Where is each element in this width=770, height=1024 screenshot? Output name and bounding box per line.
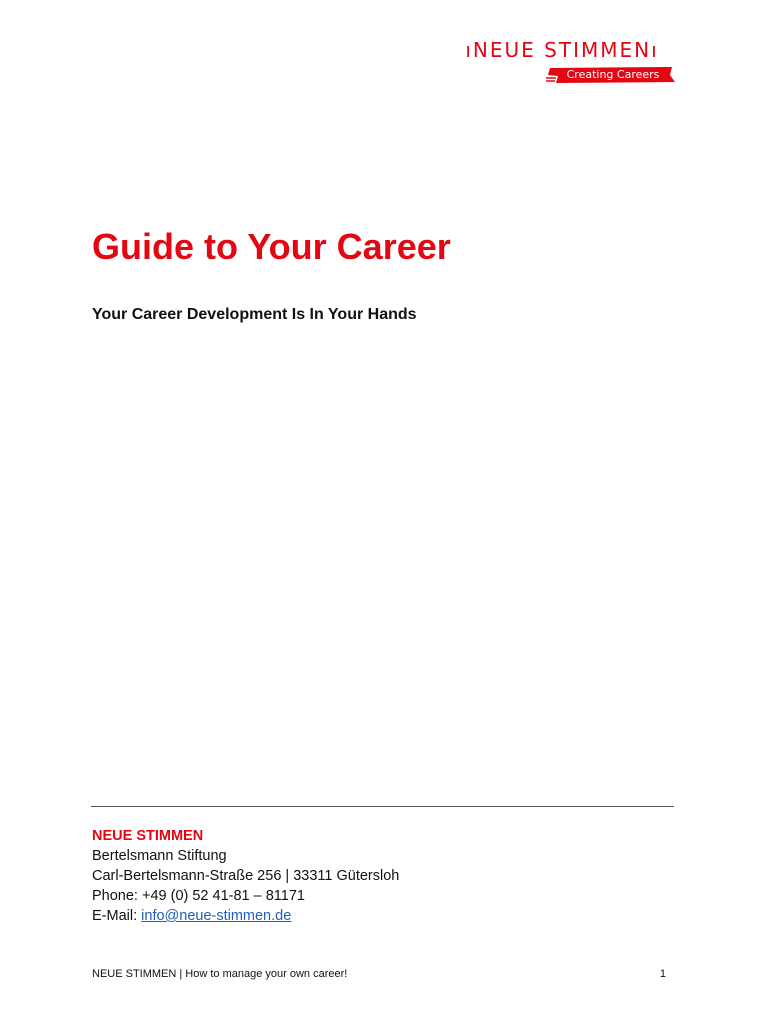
contact-divider: [91, 806, 674, 807]
contact-address: Carl-Bertelsmann-Straße 256 | 33311 Gütersloh: [92, 868, 400, 884]
logo-bracket-left: ı: [465, 38, 473, 62]
logo-name: NEUE STIMMEN: [472, 38, 652, 62]
contact-block: [92, 826, 399, 926]
page-number: 1: [659, 968, 666, 980]
contact-email-label: E-Mail:: [92, 908, 142, 924]
logo-ribbon: [546, 66, 676, 84]
contact-institution: Bertelsmann Stiftung: [92, 848, 227, 864]
document-title: Guide to Your Career: [92, 226, 451, 267]
contact-organization: NEUE STIMMEN: [92, 828, 204, 844]
brand-logo: [446, 38, 678, 86]
document-subtitle: Your Career Development Is In Your Hands: [92, 306, 417, 323]
logo-bracket-right: ı: [651, 38, 659, 62]
contact-email-line: [92, 906, 399, 926]
logo-wordmark: [446, 38, 678, 62]
contact-email-link[interactable]: info@neue-stimmen.de: [141, 908, 292, 924]
contact-phone: Phone: +49 (0) 52 41-81 – 81171: [92, 888, 305, 904]
footer-text: NEUE STIMMEN | How to manage your own career!: [92, 968, 348, 980]
logo-tagline: Creating Careers: [566, 68, 660, 81]
